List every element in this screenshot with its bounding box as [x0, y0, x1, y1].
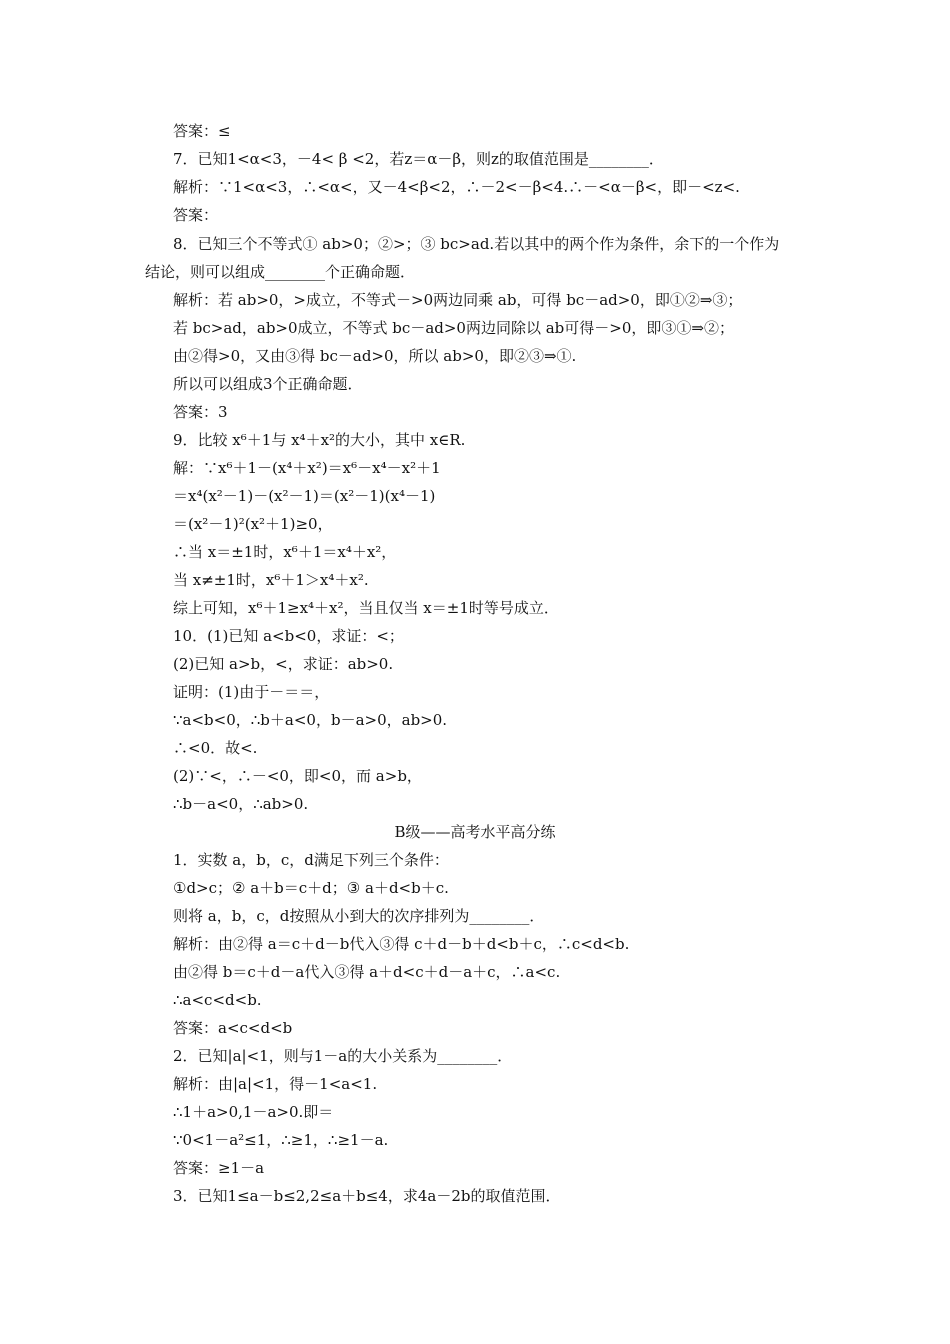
- problem-8: 8．已知三个不等式① ab>0；②>；③ bc>ad.若以其中的两个作为条件，余下的一个作为: [173, 235, 780, 253]
- problem-b2: 2．已知|a|<1，则与1－a的大小关系为________．: [173, 1047, 513, 1065]
- section-heading: B级——高考水平高分练: [394, 823, 556, 841]
- proof-line: ∴<0．故<.: [173, 739, 258, 757]
- solution-line: ∴当 x＝±1时，x⁶＋1＝x⁴＋x²，: [173, 543, 397, 561]
- problem-7: 7．已知1<α<3，－4< β <2，若z＝α－β，则z的取值范围是________．: [173, 150, 664, 168]
- problem-9: 9．比较 x⁶＋1与 x⁴＋x²的大小，其中 x∈R.: [173, 431, 466, 449]
- proof-line: 证明：(1)由于－＝＝，: [173, 683, 330, 701]
- solution-line: 由②得 b＝c＋d－a代入③得 a＋d<c＋d－a＋c，∴a<c.: [173, 963, 561, 981]
- solution-line: ∵0<1－a²≤1，∴≥1，∴≥1－a.: [173, 1131, 389, 1149]
- problem-b3: 3．已知1≤a－b≤2,2≤a＋b≤4，求4a－2b的取值范围．: [173, 1187, 561, 1205]
- solution-line: 解析：若 ab>0，>成立，不等式－>0两边同乘 ab，可得 bc－ad>0，即①②⇒③；: [173, 291, 743, 309]
- proof-line: ∴b－a<0，∴ab>0.: [173, 795, 309, 813]
- solution-line: ＝x⁴(x²－1)－(x²－1)＝(x²－1)(x⁴－1): [173, 487, 436, 505]
- problem-b1-conditions: ①d>c；② a＋b＝c＋d；③ a＋d<b＋c.: [173, 879, 449, 897]
- answer-line: 答案：: [173, 206, 219, 224]
- solution-line: ∴a<c<d<b.: [173, 991, 262, 1009]
- solution-line: 综上可知，x⁶＋1≥x⁴＋x²，当且仅当 x＝±1时等号成立．: [173, 599, 559, 617]
- solution-line: 若 bc>ad，ab>0成立，不等式 bc－ad>0两边同除以 ab可得－>0，即③①⇒②；: [173, 319, 734, 337]
- proof-line: (2)∵<，∴－<0，即<0，而 a>b，: [173, 767, 422, 785]
- problem-b1: 1．实数 a，b，c，d满足下列三个条件：: [173, 851, 449, 869]
- solution-line: ＝(x²－1)²(x²＋1)≥0，: [173, 515, 333, 533]
- answer-line: 答案：≤: [173, 122, 231, 140]
- solution-line: 解析：∵1<α<3，∴<α<，又－4<β<2，∴－2<－β<4.∴－<α－β<，即－<z<.: [173, 178, 740, 196]
- solution-line: 解析：由②得 a＝c＋d－b代入③得 c＋d－b＋d<b＋c，∴c<d<b.: [173, 935, 630, 953]
- problem-8-cont: 结论，则可以组成________个正确命题．: [145, 263, 416, 281]
- solution-line: 解：∵x⁶＋1－(x⁴＋x²)＝x⁶－x⁴－x²＋1: [173, 459, 441, 477]
- solution-line: 解析：由|a|<1，得－1<a<1.: [173, 1075, 378, 1093]
- problem-b1-question: 则将 a，b，c，d按照从小到大的次序排列为________．: [173, 907, 545, 925]
- answer-line: 答案：≥1－a: [173, 1159, 265, 1177]
- problem-10-part-2: (2)已知 a>b，<，求证：ab>0.: [173, 655, 394, 673]
- solution-line: 所以可以组成3个正确命题．: [173, 375, 363, 393]
- answer-line: 答案：a<c<d<b: [173, 1019, 293, 1037]
- problem-10: 10．(1)已知 a<b<0，求证：<；: [173, 627, 404, 645]
- solution-line: 由②得>0，又由③得 bc－ad>0，所以 ab>0，即②③⇒①.: [173, 347, 577, 365]
- proof-line: ∵a<b<0，∴b＋a<0，b－a>0，ab>0.: [173, 711, 448, 729]
- solution-line: 当 x≠±1时，x⁶＋1＞x⁴＋x².: [173, 571, 369, 589]
- answer-line: 答案：3: [173, 403, 228, 421]
- solution-line: ∴1＋a>0,1－a>0.即＝: [173, 1103, 334, 1121]
